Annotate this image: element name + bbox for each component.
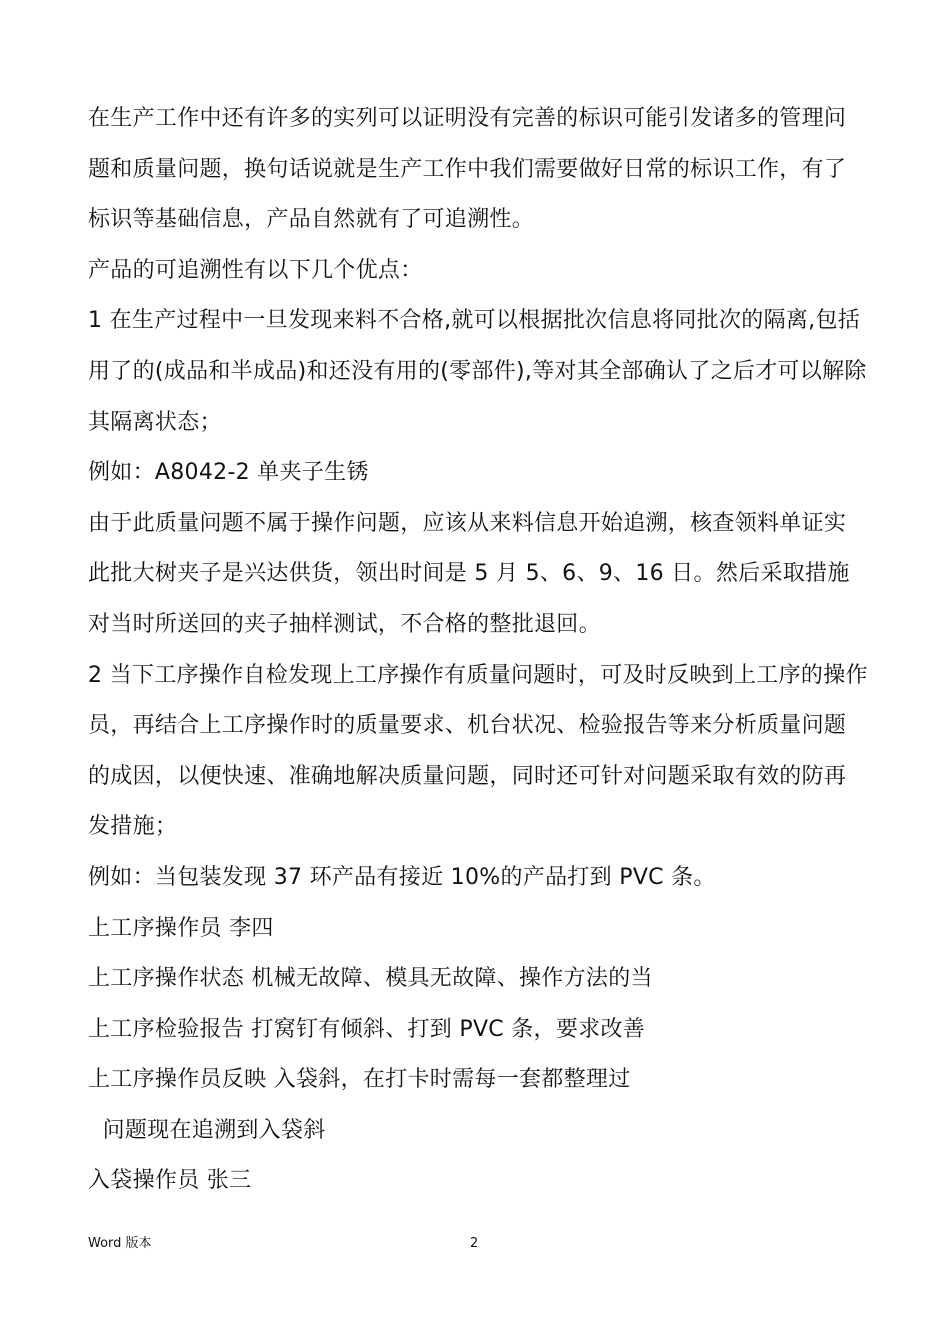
paragraph-example-2: 例如：当包装发现 37 环产品有接近 10%的产品打到 PVC 条。 [88,864,716,890]
paragraph-upstream-operator: 上工序操作员 李四 [88,915,274,941]
paragraph-intro: 在生产工作中还有许多的实列可以证明没有完善的标识可能引发诸多的管理问题和质量问题，换句话说就是生产工作中我们需要做好日常的标识工作，有了标识等基础信息，产品自然就有了可追溯性。 [88,106,847,233]
paragraph-trace-result: 问题现在追溯到入袋斜 [88,1117,326,1143]
paragraph-bagging-operator: 入袋操作员 张三 [88,1168,252,1194]
paragraph-point-2: 2 当下工序操作自检发现上工序操作有质量问题时，可及时反映到上工序的操作员，再结合上工序操作时的质量要求、机台状况、检验报告等来分析质量问题的成因，以便快速、准确地解决质量问题，同时还可针对问题采取有效的防再发措施； [88,662,868,840]
paragraph-upstream-status: 上工序操作状态 机械无故障、模具无故障、操作方法的当 [88,966,653,992]
paragraph-upstream-feedback: 上工序操作员反映 入袋斜，在打卡时需每一套都整理过 [88,1067,631,1093]
paragraph-upstream-report: 上工序检验报告 打窝钉有倾斜、打到 PVC 条，要求改善 [88,1016,646,1042]
paragraph-example-1-detail: 由于此质量问题不属于操作问题，应该从来料信息开始追溯，核查领料单证实此批大树夹子是兴达供货，领出时间是 5 月 5、6、9、16 日。然后采取措施对当时所送回的夹子抽样测试，不合格的整批退回。 [88,510,850,637]
paragraph-example-1: 例如：A8042-2 单夹子生锈 [88,460,369,486]
paragraph-point-1: 1 在生产过程中一旦发现来料不合格,就可以根据批次信息将同批次的隔离,包括用了的(成品和半成品)和还没有用的(零部件),等对其全部确认了之后才可以解除其隔离状态； [88,308,867,435]
body-text [88,94,868,1207]
footer-version-label: Word 版本 [88,1236,152,1251]
paragraph-advantages-heading: 产品的可追溯性有以下几个优点： [88,257,423,283]
footer-page-number: 2 [470,1236,479,1251]
